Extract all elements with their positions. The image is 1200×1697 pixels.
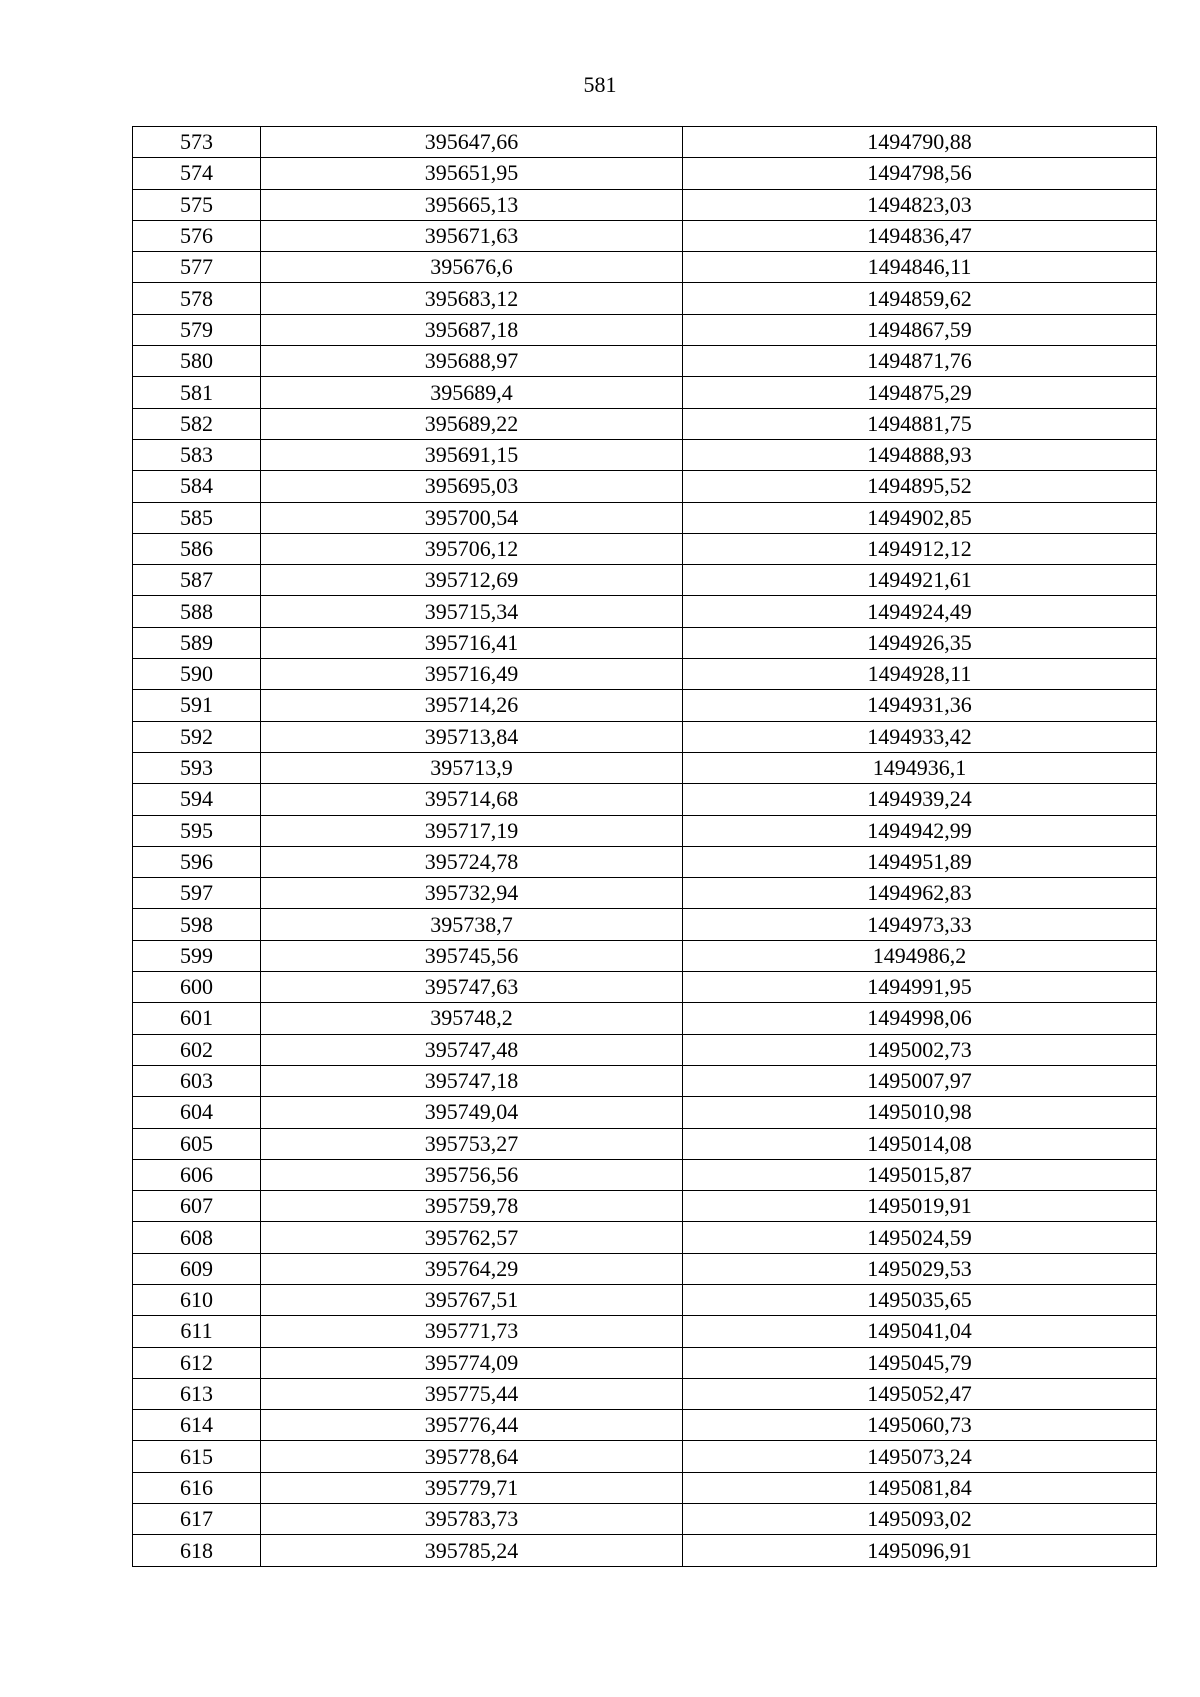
table-row <box>133 533 1157 564</box>
y-coordinate-cell: 1494921,61 <box>683 565 1157 596</box>
point-number-cell: 608 <box>133 1222 261 1253</box>
point-number-cell: 578 <box>133 283 261 314</box>
y-coordinate-cell: 1494871,76 <box>683 346 1157 377</box>
table-row <box>133 972 1157 1003</box>
table-row <box>133 127 1157 158</box>
table-row <box>133 1441 1157 1472</box>
y-coordinate-cell: 1495052,47 <box>683 1378 1157 1409</box>
table-row <box>133 408 1157 439</box>
x-coordinate-cell: 395775,44 <box>261 1378 683 1409</box>
table-row <box>133 220 1157 251</box>
x-coordinate-cell: 395695,03 <box>261 471 683 502</box>
y-coordinate-cell: 1494902,85 <box>683 502 1157 533</box>
y-coordinate-cell: 1494875,29 <box>683 377 1157 408</box>
point-number-cell: 577 <box>133 252 261 283</box>
y-coordinate-cell: 1495081,84 <box>683 1472 1157 1503</box>
x-coordinate-cell: 395756,56 <box>261 1159 683 1190</box>
table-row <box>133 1410 1157 1441</box>
y-coordinate-cell: 1494881,75 <box>683 408 1157 439</box>
y-coordinate-cell: 1495007,97 <box>683 1065 1157 1096</box>
x-coordinate-cell: 395724,78 <box>261 846 683 877</box>
x-coordinate-cell: 395778,64 <box>261 1441 683 1472</box>
coordinates-table-body <box>133 127 1157 1567</box>
point-number-cell: 614 <box>133 1410 261 1441</box>
y-coordinate-cell: 1494942,99 <box>683 815 1157 846</box>
point-number-cell: 615 <box>133 1441 261 1472</box>
y-coordinate-cell: 1494924,49 <box>683 596 1157 627</box>
point-number-cell: 605 <box>133 1128 261 1159</box>
point-number-cell: 574 <box>133 158 261 189</box>
y-coordinate-cell: 1494931,36 <box>683 690 1157 721</box>
y-coordinate-cell: 1495041,04 <box>683 1316 1157 1347</box>
point-number-cell: 598 <box>133 909 261 940</box>
table-row <box>133 377 1157 408</box>
point-number-cell: 610 <box>133 1284 261 1315</box>
y-coordinate-cell: 1494928,11 <box>683 659 1157 690</box>
point-number-cell: 617 <box>133 1504 261 1535</box>
x-coordinate-cell: 395714,68 <box>261 784 683 815</box>
y-coordinate-cell: 1495019,91 <box>683 1191 1157 1222</box>
point-number-cell: 599 <box>133 940 261 971</box>
point-number-cell: 600 <box>133 972 261 1003</box>
table-row <box>133 1128 1157 1159</box>
table-row <box>133 1316 1157 1347</box>
y-coordinate-cell: 1495096,91 <box>683 1535 1157 1566</box>
y-coordinate-cell: 1494888,93 <box>683 439 1157 470</box>
table-row <box>133 1504 1157 1535</box>
y-coordinate-cell: 1494991,95 <box>683 972 1157 1003</box>
point-number-cell: 587 <box>133 565 261 596</box>
x-coordinate-cell: 395764,29 <box>261 1253 683 1284</box>
y-coordinate-cell: 1494798,56 <box>683 158 1157 189</box>
table-row <box>133 252 1157 283</box>
y-coordinate-cell: 1495060,73 <box>683 1410 1157 1441</box>
x-coordinate-cell: 395713,84 <box>261 721 683 752</box>
point-number-cell: 575 <box>133 189 261 220</box>
point-number-cell: 592 <box>133 721 261 752</box>
y-coordinate-cell: 1494933,42 <box>683 721 1157 752</box>
point-number-cell: 618 <box>133 1535 261 1566</box>
point-number-cell: 576 <box>133 220 261 251</box>
x-coordinate-cell: 395688,97 <box>261 346 683 377</box>
table-row <box>133 721 1157 752</box>
y-coordinate-cell: 1494859,62 <box>683 283 1157 314</box>
x-coordinate-cell: 395671,63 <box>261 220 683 251</box>
point-number-cell: 607 <box>133 1191 261 1222</box>
table-row <box>133 1097 1157 1128</box>
x-coordinate-cell: 395647,66 <box>261 127 683 158</box>
point-number-cell: 601 <box>133 1003 261 1034</box>
y-coordinate-cell: 1494986,2 <box>683 940 1157 971</box>
y-coordinate-cell: 1494867,59 <box>683 314 1157 345</box>
table-row <box>133 1284 1157 1315</box>
table-row <box>133 846 1157 877</box>
table-row <box>133 940 1157 971</box>
table-row <box>133 596 1157 627</box>
point-number-cell: 588 <box>133 596 261 627</box>
x-coordinate-cell: 395651,95 <box>261 158 683 189</box>
point-number-cell: 581 <box>133 377 261 408</box>
y-coordinate-cell: 1495029,53 <box>683 1253 1157 1284</box>
table-row <box>133 283 1157 314</box>
x-coordinate-cell: 395689,4 <box>261 377 683 408</box>
point-number-cell: 596 <box>133 846 261 877</box>
point-number-cell: 597 <box>133 878 261 909</box>
x-coordinate-cell: 395713,9 <box>261 752 683 783</box>
x-coordinate-cell: 395715,34 <box>261 596 683 627</box>
x-coordinate-cell: 395785,24 <box>261 1535 683 1566</box>
x-coordinate-cell: 395774,09 <box>261 1347 683 1378</box>
table-row <box>133 471 1157 502</box>
x-coordinate-cell: 395759,78 <box>261 1191 683 1222</box>
y-coordinate-cell: 1495014,08 <box>683 1128 1157 1159</box>
point-number-cell: 604 <box>133 1097 261 1128</box>
x-coordinate-cell: 395747,48 <box>261 1034 683 1065</box>
point-number-cell: 586 <box>133 533 261 564</box>
point-number-cell: 594 <box>133 784 261 815</box>
x-coordinate-cell: 395747,63 <box>261 972 683 1003</box>
y-coordinate-cell: 1494951,89 <box>683 846 1157 877</box>
point-number-cell: 584 <box>133 471 261 502</box>
y-coordinate-cell: 1495024,59 <box>683 1222 1157 1253</box>
table-row <box>133 1535 1157 1566</box>
table-row <box>133 189 1157 220</box>
table-row <box>133 878 1157 909</box>
table-row <box>133 815 1157 846</box>
table-row <box>133 1065 1157 1096</box>
table-row <box>133 346 1157 377</box>
table-row <box>133 690 1157 721</box>
y-coordinate-cell: 1494962,83 <box>683 878 1157 909</box>
x-coordinate-cell: 395771,73 <box>261 1316 683 1347</box>
point-number-cell: 613 <box>133 1378 261 1409</box>
y-coordinate-cell: 1495073,24 <box>683 1441 1157 1472</box>
x-coordinate-cell: 395738,7 <box>261 909 683 940</box>
y-coordinate-cell: 1494939,24 <box>683 784 1157 815</box>
point-number-cell: 573 <box>133 127 261 158</box>
x-coordinate-cell: 395676,6 <box>261 252 683 283</box>
point-number-cell: 590 <box>133 659 261 690</box>
table-row <box>133 1222 1157 1253</box>
y-coordinate-cell: 1494790,88 <box>683 127 1157 158</box>
point-number-cell: 585 <box>133 502 261 533</box>
x-coordinate-cell: 395748,2 <box>261 1003 683 1034</box>
table-row <box>133 627 1157 658</box>
table-row <box>133 1159 1157 1190</box>
page-number: 581 <box>583 72 617 97</box>
x-coordinate-cell: 395783,73 <box>261 1504 683 1535</box>
x-coordinate-cell: 395753,27 <box>261 1128 683 1159</box>
table-row <box>133 1378 1157 1409</box>
x-coordinate-cell: 395716,41 <box>261 627 683 658</box>
y-coordinate-cell: 1494936,1 <box>683 752 1157 783</box>
point-number-cell: 606 <box>133 1159 261 1190</box>
y-coordinate-cell: 1495010,98 <box>683 1097 1157 1128</box>
table-row <box>133 1253 1157 1284</box>
table-row <box>133 314 1157 345</box>
x-coordinate-cell: 395712,69 <box>261 565 683 596</box>
x-coordinate-cell: 395687,18 <box>261 314 683 345</box>
x-coordinate-cell: 395749,04 <box>261 1097 683 1128</box>
x-coordinate-cell: 395767,51 <box>261 1284 683 1315</box>
y-coordinate-cell: 1494823,03 <box>683 189 1157 220</box>
table-row <box>133 752 1157 783</box>
table-row <box>133 1191 1157 1222</box>
point-number-cell: 582 <box>133 408 261 439</box>
y-coordinate-cell: 1494973,33 <box>683 909 1157 940</box>
table-row <box>133 659 1157 690</box>
y-coordinate-cell: 1495002,73 <box>683 1034 1157 1065</box>
x-coordinate-cell: 395691,15 <box>261 439 683 470</box>
x-coordinate-cell: 395776,44 <box>261 1410 683 1441</box>
point-number-cell: 611 <box>133 1316 261 1347</box>
table-row <box>133 439 1157 470</box>
y-coordinate-cell: 1494836,47 <box>683 220 1157 251</box>
table-row <box>133 158 1157 189</box>
table-row <box>133 1347 1157 1378</box>
y-coordinate-cell: 1494926,35 <box>683 627 1157 658</box>
x-coordinate-cell: 395732,94 <box>261 878 683 909</box>
y-coordinate-cell: 1494998,06 <box>683 1003 1157 1034</box>
x-coordinate-cell: 395689,22 <box>261 408 683 439</box>
x-coordinate-cell: 395745,56 <box>261 940 683 971</box>
point-number-cell: 603 <box>133 1065 261 1096</box>
table-row <box>133 1003 1157 1034</box>
table-row <box>133 502 1157 533</box>
point-number-cell: 591 <box>133 690 261 721</box>
point-number-cell: 589 <box>133 627 261 658</box>
x-coordinate-cell: 395779,71 <box>261 1472 683 1503</box>
table-row <box>133 1472 1157 1503</box>
point-number-cell: 602 <box>133 1034 261 1065</box>
point-number-cell: 580 <box>133 346 261 377</box>
x-coordinate-cell: 395665,13 <box>261 189 683 220</box>
x-coordinate-cell: 395747,18 <box>261 1065 683 1096</box>
table-row <box>133 909 1157 940</box>
point-number-cell: 593 <box>133 752 261 783</box>
y-coordinate-cell: 1494895,52 <box>683 471 1157 502</box>
point-number-cell: 616 <box>133 1472 261 1503</box>
x-coordinate-cell: 395700,54 <box>261 502 683 533</box>
x-coordinate-cell: 395762,57 <box>261 1222 683 1253</box>
table-row <box>133 565 1157 596</box>
y-coordinate-cell: 1495035,65 <box>683 1284 1157 1315</box>
point-number-cell: 583 <box>133 439 261 470</box>
x-coordinate-cell: 395717,19 <box>261 815 683 846</box>
point-number-cell: 612 <box>133 1347 261 1378</box>
point-number-cell: 609 <box>133 1253 261 1284</box>
x-coordinate-cell: 395683,12 <box>261 283 683 314</box>
x-coordinate-cell: 395716,49 <box>261 659 683 690</box>
point-number-cell: 579 <box>133 314 261 345</box>
y-coordinate-cell: 1495045,79 <box>683 1347 1157 1378</box>
x-coordinate-cell: 395714,26 <box>261 690 683 721</box>
coordinates-table <box>132 126 1157 1567</box>
x-coordinate-cell: 395706,12 <box>261 533 683 564</box>
y-coordinate-cell: 1494846,11 <box>683 252 1157 283</box>
y-coordinate-cell: 1495093,02 <box>683 1504 1157 1535</box>
table-row <box>133 784 1157 815</box>
table-row <box>133 1034 1157 1065</box>
y-coordinate-cell: 1494912,12 <box>683 533 1157 564</box>
point-number-cell: 595 <box>133 815 261 846</box>
y-coordinate-cell: 1495015,87 <box>683 1159 1157 1190</box>
